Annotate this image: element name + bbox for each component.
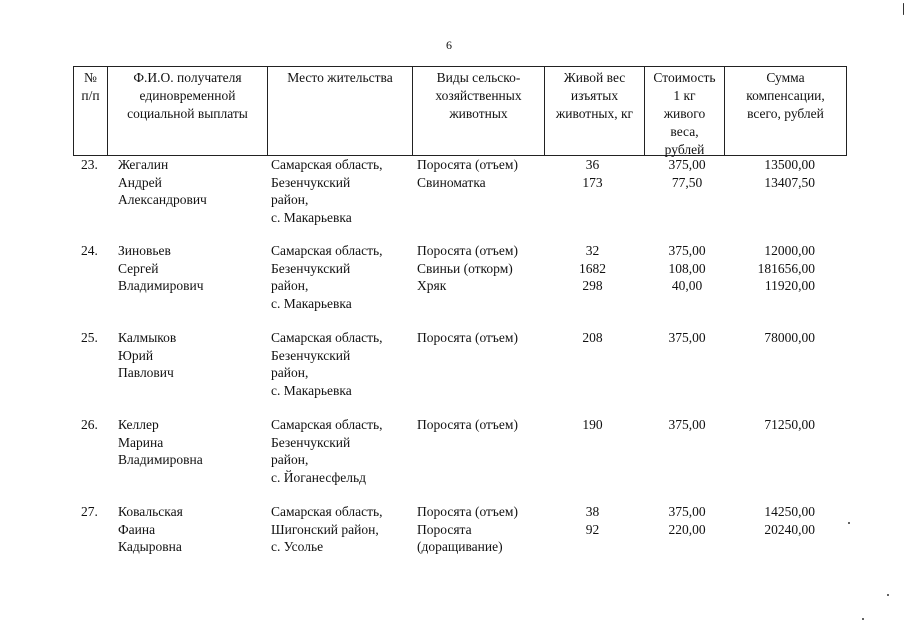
- residence-cell: [271, 156, 383, 226]
- recipient-name-cell: [118, 156, 207, 209]
- animal-kind: Поросята (отъем): [417, 330, 518, 345]
- live-weight-kg-cell: [545, 242, 640, 295]
- header-col-recipient: [107, 67, 267, 155]
- animal-kind: Поросята (отъем): [417, 417, 518, 432]
- animal-kind: Хряк: [417, 278, 447, 293]
- price-per-kg-cell: [646, 503, 728, 538]
- page-number: 6: [446, 38, 452, 52]
- animal-kind-cell: [417, 329, 518, 347]
- header-label-line: живого: [663, 106, 706, 121]
- header-col-number: [74, 67, 107, 155]
- recipient-name: Александрович: [118, 192, 207, 207]
- animal-kind: Поросята: [417, 521, 472, 537]
- residence: с. Макарьевка: [271, 295, 352, 311]
- live-weight-kg: 1682: [579, 260, 606, 276]
- recipient-name: Ковальская: [118, 504, 183, 519]
- record-number: 23.: [81, 157, 98, 172]
- residence: Самарская область,: [271, 417, 383, 432]
- recipient-name: Марина: [118, 434, 164, 450]
- header-label-line: Живой вес: [563, 70, 626, 85]
- record-number-cell: [81, 156, 98, 174]
- residence-cell: [271, 329, 383, 399]
- recipient-name: Калмыков: [118, 330, 177, 345]
- residence: Самарская область,: [271, 330, 383, 345]
- animal-kind: Свиньи (откорм): [417, 260, 513, 276]
- residence: с. Йоганесфельд: [271, 469, 366, 485]
- animal-kind: Поросята (отъем): [417, 243, 518, 258]
- recipient-name-cell: [118, 242, 203, 295]
- header-label-line: единовременной: [139, 88, 236, 103]
- recipient-name: Сергей: [118, 260, 159, 276]
- scan-speck: [862, 618, 864, 620]
- header-label-line: Стоимость: [653, 70, 716, 85]
- animal-kind: Поросята (отъем): [417, 504, 518, 519]
- recipient-name: Жегалин: [118, 157, 169, 172]
- residence: район,: [271, 365, 309, 380]
- residence: Самарская область,: [271, 243, 383, 258]
- recipient-name: Владимирович: [118, 278, 204, 293]
- residence: Безенчукский: [271, 260, 351, 276]
- residence: район,: [271, 192, 309, 207]
- residence: с. Макарьевка: [271, 209, 352, 225]
- recipient-name: Келлер: [118, 417, 159, 432]
- header-label-line: №: [84, 70, 97, 85]
- header-label-line: рублей: [664, 142, 705, 157]
- live-weight-kg: 298: [582, 278, 603, 293]
- compensation-sum: 11920,00: [764, 278, 815, 293]
- header-col-total-compensation: [724, 67, 846, 155]
- animal-kind: (доращивание): [417, 539, 503, 554]
- record-number: 24.: [81, 243, 98, 258]
- header-label-line: животных: [449, 106, 508, 121]
- compensation-sum-cell: [733, 156, 815, 191]
- price-per-kg: 220,00: [668, 521, 706, 537]
- header-col-live-weight: [544, 67, 644, 155]
- price-per-kg: 375,00: [668, 504, 706, 519]
- recipient-name-cell: [118, 329, 176, 382]
- animal-kind-cell: [417, 242, 518, 295]
- header-col-animal-kind: [412, 67, 544, 155]
- residence-cell: [271, 503, 383, 556]
- header-label-line: п/п: [81, 88, 100, 103]
- compensation-sum-cell: [733, 329, 815, 347]
- recipient-name: Андрей: [118, 174, 162, 190]
- residence: Безенчукский: [271, 434, 351, 450]
- live-weight-kg: 38: [585, 504, 600, 519]
- header-label-line: Сумма: [766, 70, 805, 85]
- header-label-line: Виды сельско-: [436, 70, 521, 85]
- price-per-kg: 375,00: [668, 330, 706, 345]
- header-label-line: животных, кг: [555, 106, 634, 121]
- recipient-name: Юрий: [118, 347, 154, 363]
- header-label-line: социальной выплаты: [127, 106, 248, 121]
- residence: с. Усолье: [271, 539, 324, 554]
- record-number-cell: [81, 242, 98, 260]
- live-weight-kg: 208: [582, 330, 603, 345]
- record-number-cell: [81, 329, 98, 347]
- header-label-line: всего, рублей: [747, 106, 824, 121]
- record-number-cell: [81, 416, 98, 434]
- compensation-sum: 14250,00: [764, 504, 815, 519]
- animal-kind: Свиноматка: [417, 174, 486, 190]
- residence-cell: [271, 242, 383, 312]
- price-per-kg: 77,50: [671, 174, 703, 190]
- recipient-name: Павлович: [118, 365, 174, 380]
- residence: Безенчукский: [271, 174, 351, 190]
- live-weight-kg: 173: [582, 174, 603, 190]
- compensation-sum: 181656,00: [757, 260, 815, 276]
- header-label-line: хозяйственных: [435, 88, 522, 103]
- price-per-kg: 375,00: [668, 417, 706, 432]
- price-per-kg: 40,00: [671, 278, 703, 293]
- compensation-sum: 71250,00: [764, 417, 815, 432]
- residence: Самарская область,: [271, 157, 383, 172]
- recipient-name: Фаина: [118, 521, 156, 537]
- recipient-name: Владимировна: [118, 452, 203, 467]
- price-per-kg-cell: [646, 242, 728, 295]
- price-per-kg-cell: [646, 329, 728, 347]
- residence: Шигонский район,: [271, 521, 379, 537]
- compensation-sum-cell: [733, 416, 815, 434]
- price-per-kg: 375,00: [668, 157, 706, 172]
- price-per-kg: 375,00: [668, 243, 706, 258]
- header-label-line: 1 кг: [673, 88, 696, 103]
- residence: район,: [271, 452, 309, 467]
- residence: Безенчукский: [271, 347, 351, 363]
- animal-kind-cell: [417, 156, 518, 191]
- compensation-sum: 13407,50: [764, 174, 815, 190]
- live-weight-kg: 92: [585, 521, 600, 537]
- record-number: 26.: [81, 417, 98, 432]
- residence: с. Макарьевка: [271, 382, 352, 398]
- header-col-residence: [267, 67, 412, 155]
- animal-kind: Поросята (отъем): [417, 157, 518, 172]
- live-weight-kg-cell: [545, 156, 640, 191]
- compensation-sum-cell: [733, 242, 815, 295]
- live-weight-kg-cell: [545, 329, 640, 347]
- residence: район,: [271, 278, 309, 293]
- scan-speck: [848, 522, 850, 524]
- residence-cell: [271, 416, 383, 486]
- compensation-sum-cell: [733, 503, 815, 538]
- header-label-line: изъятых: [570, 88, 619, 103]
- price-per-kg: 108,00: [668, 260, 706, 276]
- record-number-cell: [81, 503, 98, 521]
- compensation-sum: 20240,00: [764, 521, 815, 537]
- header-label-line: компенсации,: [746, 88, 825, 103]
- table-header: [73, 66, 847, 156]
- recipient-name-cell: [118, 503, 183, 556]
- live-weight-kg: 36: [585, 157, 600, 172]
- header-label-line: Место жительства: [287, 70, 393, 85]
- header-label-line: Ф.И.О. получателя: [133, 70, 242, 85]
- recipient-name: Зиновьев: [118, 243, 171, 258]
- record-number: 25.: [81, 330, 98, 345]
- live-weight-kg-cell: [545, 503, 640, 538]
- compensation-sum: 12000,00: [764, 243, 815, 258]
- price-per-kg-cell: [646, 156, 728, 191]
- live-weight-kg-cell: [545, 416, 640, 434]
- scan-edge-mark: [903, 3, 904, 15]
- compensation-sum: 13500,00: [764, 157, 815, 172]
- record-number: 27.: [81, 504, 98, 519]
- compensation-sum: 78000,00: [764, 330, 815, 345]
- price-per-kg-cell: [646, 416, 728, 434]
- header-col-price-per-kg: [644, 67, 724, 155]
- live-weight-kg: 32: [585, 243, 600, 258]
- header-label-line: веса,: [670, 124, 699, 139]
- recipient-name: Кадыровна: [118, 539, 182, 554]
- scan-speck: [887, 594, 889, 596]
- residence: Самарская область,: [271, 504, 383, 519]
- recipient-name-cell: [118, 416, 203, 469]
- live-weight-kg: 190: [582, 417, 603, 432]
- animal-kind-cell: [417, 416, 518, 434]
- animal-kind-cell: [417, 503, 518, 556]
